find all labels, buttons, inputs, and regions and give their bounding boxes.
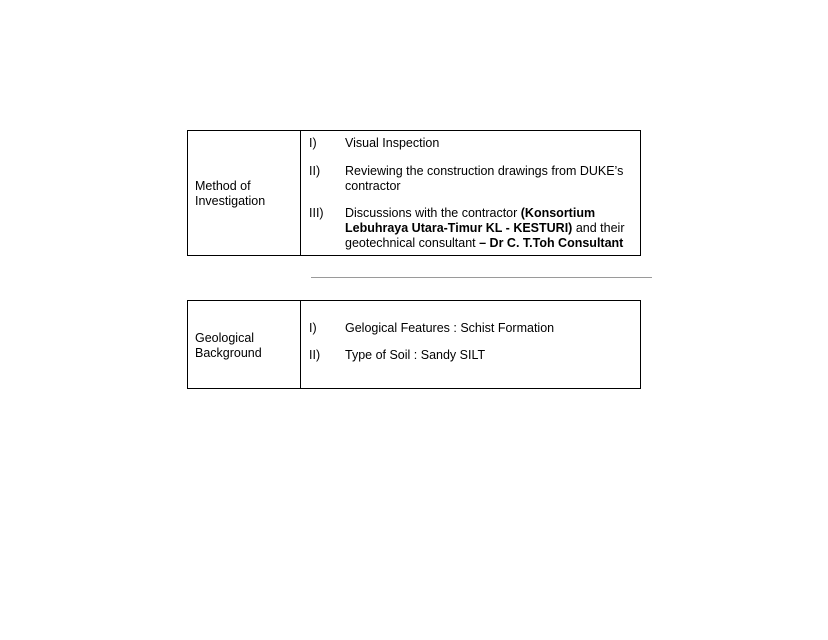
method-label-cell [188, 131, 301, 255]
geological-item-1-number: I) [309, 321, 317, 335]
method-item-3-number: III) [309, 206, 324, 220]
method-item-2-number: II) [309, 164, 321, 178]
geological-label-cell [188, 301, 301, 388]
method-item-3-text [345, 206, 637, 251]
geological-item-2-text: Type of Soil : Sandy SILT [345, 348, 486, 362]
method-label [195, 179, 265, 209]
section-divider [311, 277, 652, 278]
method-label-line1: Method of [195, 179, 251, 193]
geological-label-line2: Background [195, 346, 262, 360]
method-item-3-text-pre: Discussions with the contractor [345, 206, 521, 220]
method-item-3-consultant-name: – Dr C. T.Toh Consultant [479, 236, 624, 250]
method-item-1-text: Visual Inspection [345, 136, 440, 150]
method-label-line2: Investigation [195, 194, 266, 208]
method-item-3-text-mid: and their geotechnical consultant [345, 221, 625, 250]
geological-label [195, 331, 262, 361]
method-of-investigation-table [187, 130, 641, 256]
method-item-2-text: Reviewing the construction drawings from DUKE’s contractor [345, 164, 624, 193]
geological-item-1-text: Gelogical Features : Schist Formation [345, 321, 555, 335]
method-item-3-contractor-name: (Konsortium Lebuhraya Utara-Timur KL - KESTURI) [345, 206, 596, 235]
method-item-1-number: I) [309, 136, 317, 150]
geological-item-2-number: II) [309, 348, 321, 362]
geological-label-line1: Geological [195, 331, 255, 345]
geological-background-table [187, 300, 641, 389]
